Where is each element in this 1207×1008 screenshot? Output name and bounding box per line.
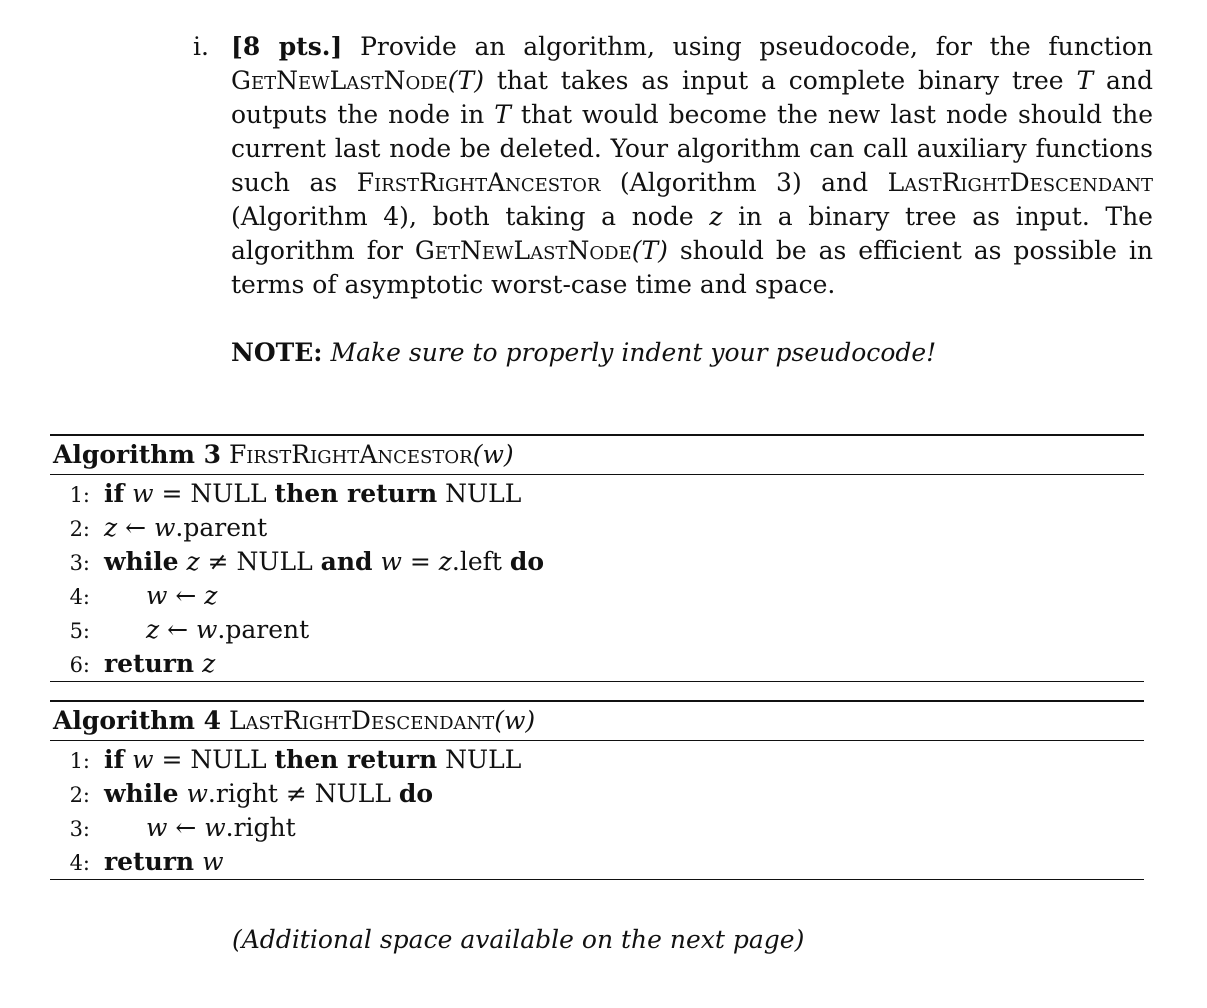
problem-statement <box>193 30 1153 302</box>
operator: ← <box>175 581 197 610</box>
algorithm-4-lines <box>50 741 1144 880</box>
variable: w <box>380 547 402 576</box>
keyword: return <box>103 649 195 678</box>
keyword: if <box>103 745 125 774</box>
expression: NULL <box>445 745 522 774</box>
variable: w <box>202 847 224 876</box>
var-z: z <box>709 202 723 231</box>
expression: .right ≠ NULL <box>207 779 391 808</box>
keyword: while <box>103 547 179 576</box>
aux-ref-2: (Algorithm 4), both taking a node <box>231 202 694 231</box>
keyword: then return <box>274 479 438 508</box>
keyword: and <box>320 547 373 576</box>
note-text: Make sure to properly indent your pseudocode! <box>330 338 937 367</box>
line-number: 2: <box>69 783 90 807</box>
expression: ≠ NULL <box>207 547 313 576</box>
problem-points: [8 pts.] <box>231 32 343 61</box>
variable: w <box>145 581 168 610</box>
expression: .parent <box>217 615 310 644</box>
variable: w <box>204 813 226 842</box>
problem-text-3: and outputs the node in <box>231 66 1153 129</box>
keyword: if <box>103 479 125 508</box>
expression: .left <box>451 547 502 576</box>
algorithm-label: Algorithm 4 <box>53 706 221 735</box>
line-number: 1: <box>69 483 90 507</box>
problem-body <box>231 30 1153 302</box>
keyword: do <box>398 779 434 808</box>
algorithm-arg: (w) <box>494 706 536 735</box>
expression: = NULL <box>161 479 267 508</box>
keyword: while <box>103 779 179 808</box>
code-line <box>50 511 1144 545</box>
line-number: 5: <box>69 619 90 643</box>
footer-note: (Additional space available on the next page) <box>232 925 805 954</box>
variable: z <box>202 649 216 678</box>
algorithm-name: LastRightDescendant <box>228 706 495 735</box>
algorithm-name: FirstRightAncestor <box>228 440 473 469</box>
code-line <box>50 777 1144 811</box>
expression: .right <box>225 813 296 842</box>
keyword: return <box>103 847 195 876</box>
function-name: GetNewLastNode <box>231 66 448 95</box>
var-t: T <box>494 100 511 129</box>
algorithm-label: Algorithm 3 <box>53 440 221 469</box>
variable: w <box>132 745 154 774</box>
variable: w <box>186 779 208 808</box>
problem-text-6: should be as efficient as possible in terms of asymptotic worst-case time and space. <box>231 236 1153 299</box>
code-line <box>50 579 1144 613</box>
keyword: do <box>509 547 545 576</box>
code-line <box>50 743 1144 777</box>
variable: z <box>186 547 200 576</box>
expression: .parent <box>175 513 268 542</box>
operator: ← <box>175 813 197 842</box>
algorithm-3-box <box>50 434 1144 682</box>
variable: w <box>132 479 154 508</box>
operator: = <box>409 547 431 576</box>
function-name: GetNewLastNode <box>414 236 632 265</box>
expression: NULL <box>445 479 522 508</box>
expression: = NULL <box>161 745 267 774</box>
line-number: 6: <box>69 653 90 677</box>
line-number: 3: <box>69 551 90 575</box>
line-number: 4: <box>69 585 90 609</box>
line-number: 2: <box>69 517 90 541</box>
keyword: then return <box>274 745 438 774</box>
algorithm-3-caption <box>50 436 1144 475</box>
variable: z <box>103 513 118 542</box>
variable: w <box>195 615 218 644</box>
algorithm-arg: (w) <box>472 440 514 469</box>
problem-number: i. <box>193 32 209 61</box>
function-arg: (T) <box>631 236 668 265</box>
code-line <box>50 613 1144 647</box>
aux-function-1: FirstRightAncestor <box>356 168 601 197</box>
code-line <box>50 477 1144 511</box>
variable: z <box>145 615 160 644</box>
problem-text-1: Provide an algorithm, using pseudocode, for the function <box>360 32 1153 61</box>
problem-text-2: that takes as input a complete binary tree <box>496 66 1064 95</box>
algorithm-3-lines <box>50 475 1144 682</box>
code-line <box>50 647 1144 681</box>
note-label: NOTE: <box>231 338 323 367</box>
code-line <box>50 811 1144 845</box>
aux-function-2: LastRightDescendant <box>887 168 1153 197</box>
variable: w <box>153 513 176 542</box>
problem-text-5: in a binary tree as input. The algorithm for <box>231 202 1153 265</box>
aux-ref-1: (Algorithm 3) and <box>619 168 869 197</box>
line-number: 1: <box>69 749 90 773</box>
algorithm-4-caption <box>50 702 1144 741</box>
line-number: 4: <box>69 851 90 875</box>
note <box>231 336 936 370</box>
function-arg: (T) <box>447 66 484 95</box>
variable: z <box>438 547 452 576</box>
variable: w <box>145 813 168 842</box>
line-number: 3: <box>69 817 90 841</box>
operator: ← <box>125 513 147 542</box>
algorithm-4-box <box>50 700 1144 880</box>
code-line <box>50 845 1144 879</box>
var-t: T <box>1076 66 1094 95</box>
operator: ← <box>167 615 189 644</box>
problem-text-4: that would become the new last node should the current last node be deleted. Your algorithm can call auxiliary functions such as <box>231 100 1153 197</box>
variable: z <box>204 581 218 610</box>
code-line <box>50 545 1144 579</box>
